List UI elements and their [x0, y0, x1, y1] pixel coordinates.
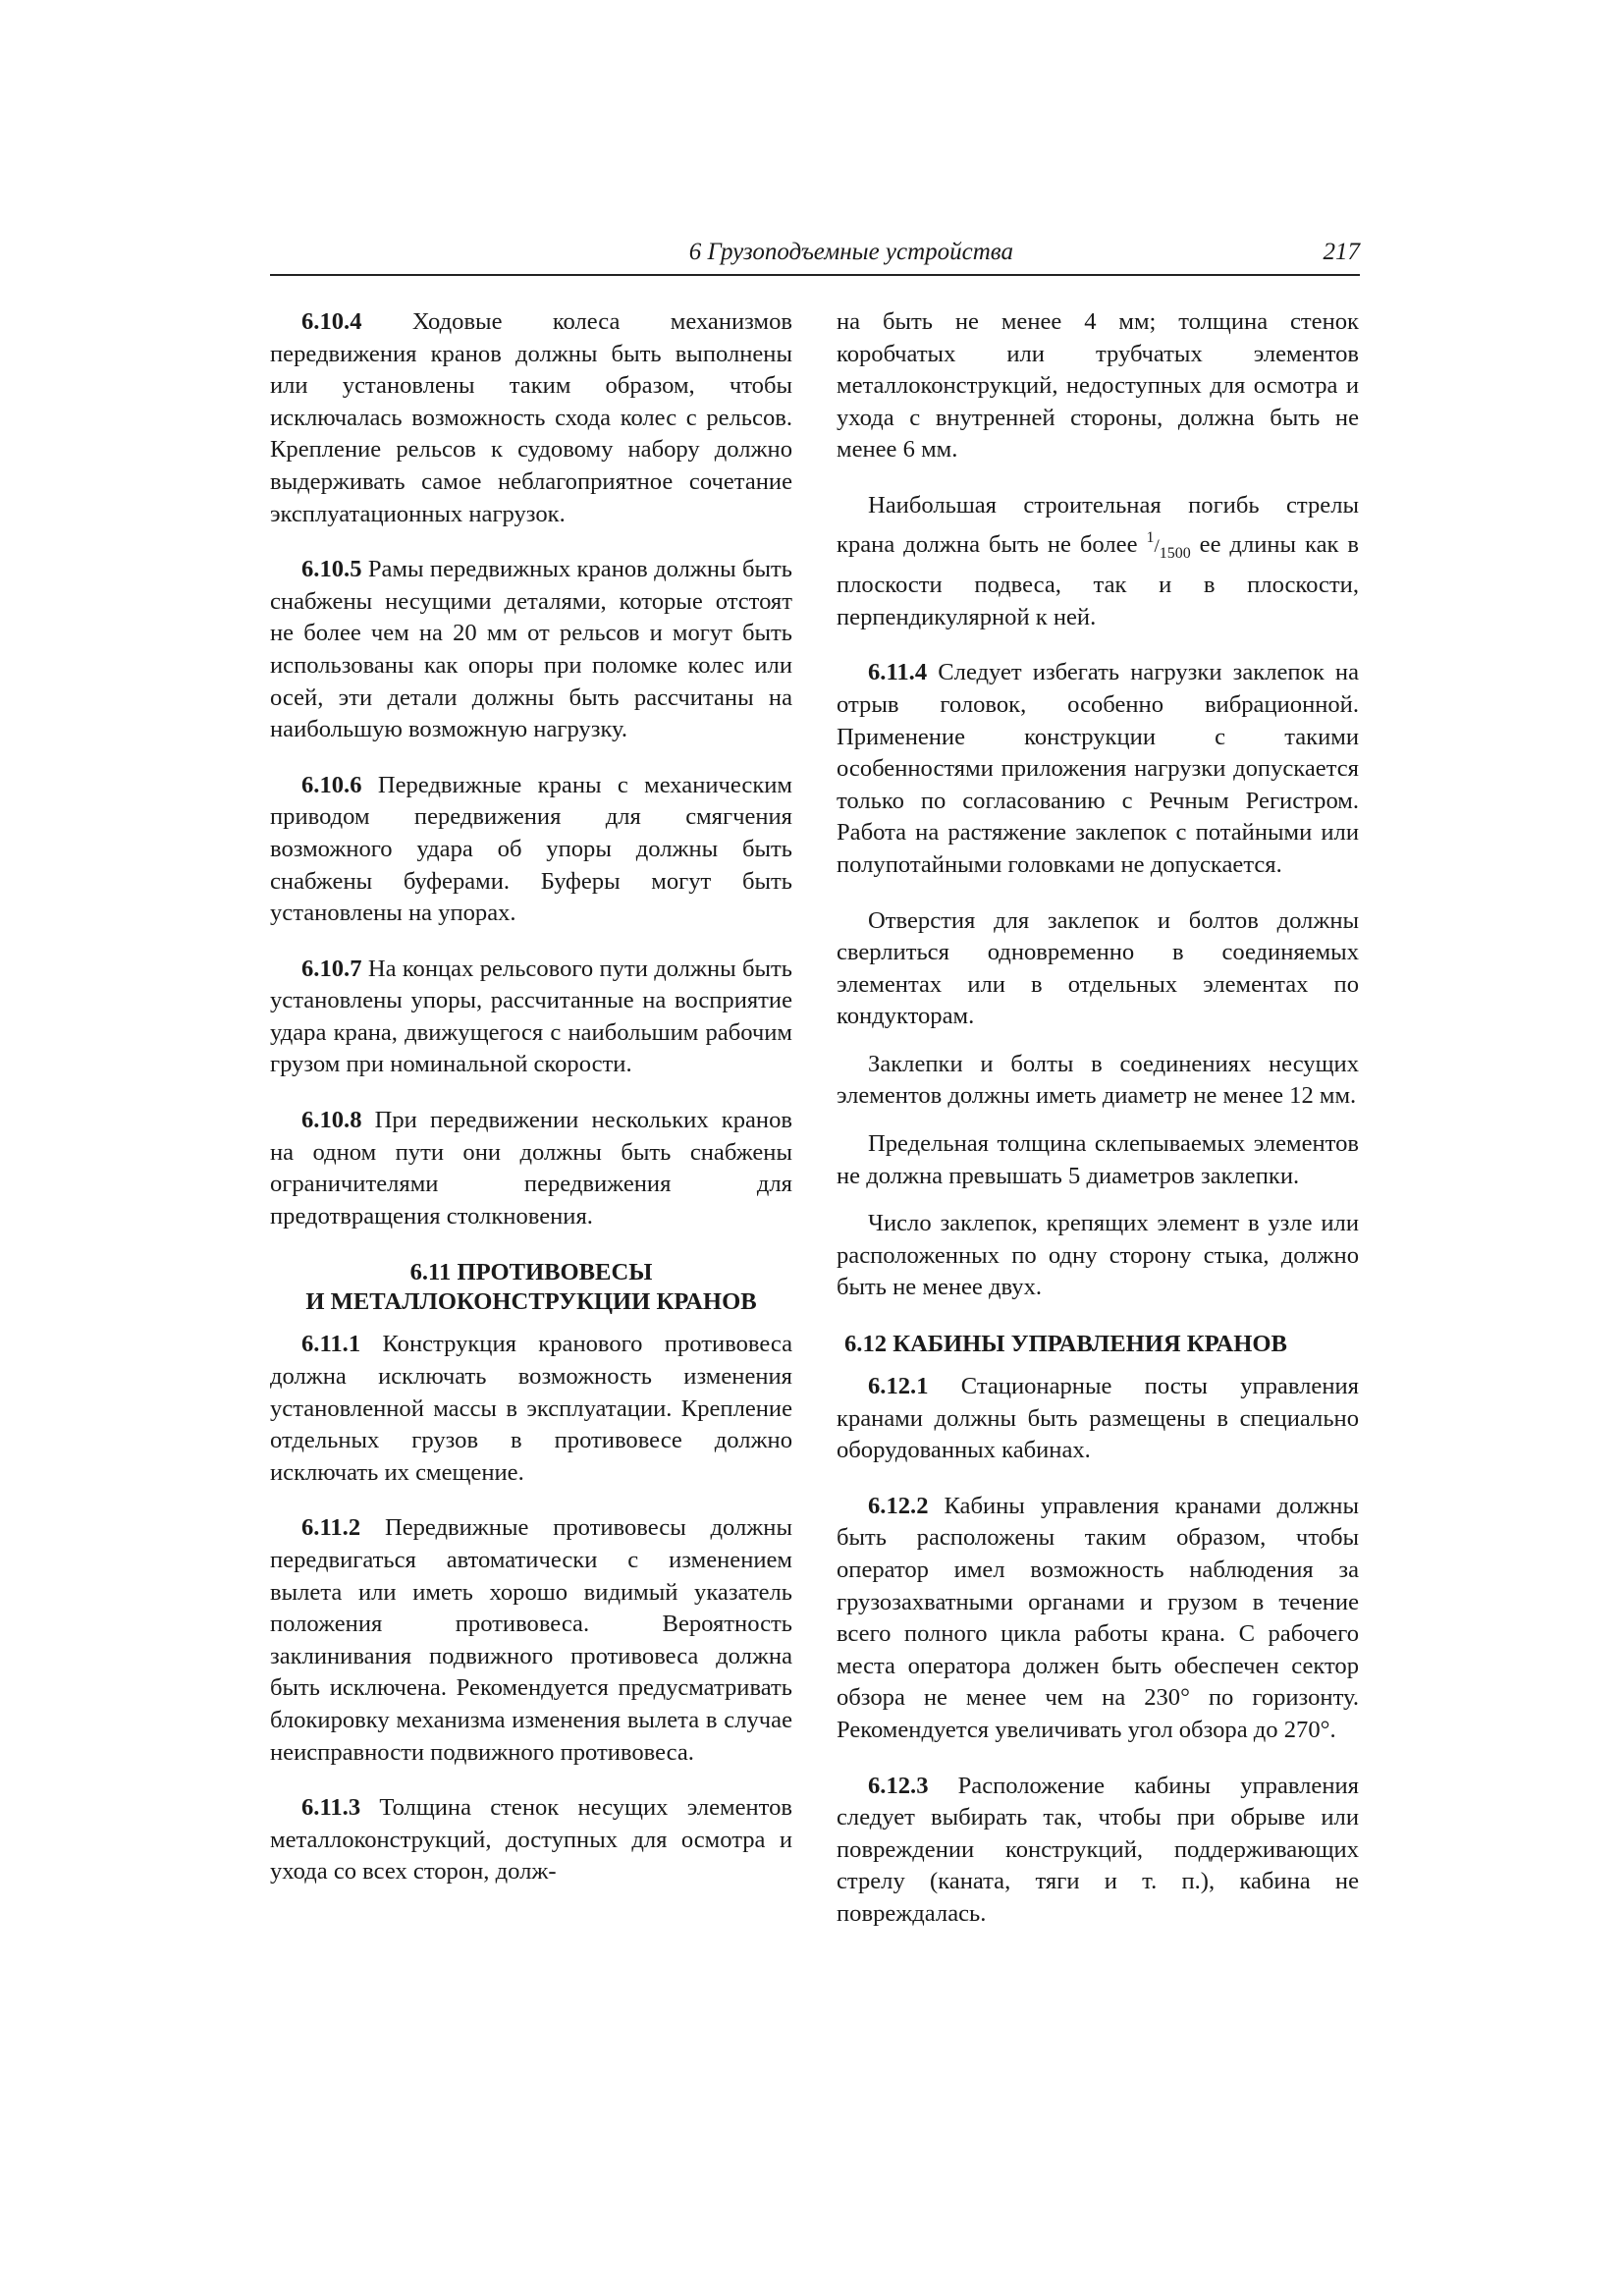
running-header	[270, 239, 1360, 276]
clause-number: 6.10.6	[301, 771, 362, 798]
clause-text: Кабины управления кранами должны быть расположены таким образом, чтобы оператор имел возможность наблюдения за грузозахватными органами и грузом в течение всего полного цикла работы крана. С рабочего места оператора должен быть обеспечен сектор обзора не менее чем на 230° по горизонту. Рекомендуется увеличивать угол обзора до 270°.	[837, 1492, 1359, 1743]
clause-number: 6.12.2	[868, 1492, 929, 1519]
left-column	[270, 306, 792, 1904]
paragraph-6-11-3	[270, 1792, 792, 1888]
clause-text: Передвижные краны с механическим приводом передвижения для смягчения возможного удара об упоры должны быть снабжены буферами. Буферы могут быть установлены на упорах.	[270, 771, 792, 927]
clause-text: Стационарные посты управления кранами должны быть размещены в специально оборудованных кабинах.	[837, 1373, 1359, 1464]
fraction-numerator: 1	[1146, 528, 1155, 546]
clause-number: 6.10.7	[301, 955, 362, 982]
clause-text: На концах рельсового пути должны быть установлены упоры, рассчитанные на восприятие удара крана, движущегося с наибольшим рабочим грузом при номинальной скорости.	[270, 955, 792, 1078]
section-heading-6-12: 6.12 КАБИНЫ УПРАВЛЕНИЯ КРАНОВ	[844, 1331, 1287, 1358]
paragraph-rivets: Заклепки и болты в соединениях несущих элементов должны иметь диаметр не менее 12 мм.	[837, 1050, 1359, 1110]
paragraph-thickness: Предельная толщина склепываемых элементов не должна превышать 5 диаметров заклепки.	[837, 1130, 1359, 1189]
paragraph-6-10-4	[270, 306, 792, 530]
paragraph-6-11-4	[837, 657, 1359, 881]
clause-text: Толщина стенок несущих элементов металлоконструкций, доступных для осмотра и ухода со всех сторон, долж-	[270, 1794, 792, 1886]
section-heading-line: И МЕТАЛЛОКОНСТРУКЦИИ КРАНОВ	[305, 1288, 757, 1316]
paragraph-continuation: на быть не менее 4 мм; толщина стенок коробчатых или трубчатых элементов металлоконструкций, недоступных для осмотра и ухода с внутренней стороны, должна быть не менее 6 мм.	[837, 308, 1359, 464]
clause-number: 6.12.3	[868, 1772, 929, 1799]
paragraph-6-10-7	[270, 954, 792, 1081]
paragraph-6-12-2	[837, 1491, 1359, 1747]
clause-number: 6.12.1	[868, 1373, 929, 1400]
clause-number: 6.11.3	[301, 1794, 361, 1822]
clause-text: Конструкция кранового противовеса должна исключать возможность изменения установленной массы в эксплуатации. Крепление отдельных грузов в противовесе должно исключать их смещение.	[270, 1331, 792, 1486]
paragraph-6-10-5	[270, 554, 792, 746]
paragraph-6-10-6	[270, 770, 792, 930]
paragraph-6-10-8	[270, 1105, 792, 1232]
section-heading-6-11	[270, 1258, 792, 1317]
paragraph-boom-bend	[837, 490, 1359, 633]
clause-number: 6.11.2	[301, 1514, 361, 1542]
fraction: $^1/_{1500}$	[1146, 528, 1191, 562]
paragraph-rivet-count: Число заклепок, крепящих элемент в узле или расположенных по одну сторону стыка, должно быть не менее двух.	[837, 1210, 1359, 1301]
paragraph-6-11-1	[270, 1329, 792, 1489]
clause-text: Передвижные противовесы должны передвигаться автоматически с изменением вылета или иметь хорошо видимый указатель положения противовеса. Вероятность заклинивания подвижного противовеса должна быть исключена. Рекомендуется предусматривать блокировку механизма изменения вылета в случае неисправности подвижного противовеса.	[270, 1514, 792, 1766]
paragraph-6-11-2	[270, 1512, 792, 1769]
right-column	[837, 306, 1359, 1946]
clause-text: Рамы передвижных кранов должны быть снабжены несущими деталями, которые отстоят не более чем на 20 мм от рельсов и могут быть использованы как опоры при поломке колес или осей, эти детали должны быть рассчитаны на наибольшую возможную нагрузку.	[270, 556, 792, 743]
clause-number: 6.10.5	[301, 556, 362, 583]
clause-text: Расположение кабины управления следует выбирать так, чтобы при обрыве или повреждении конструкций, поддерживающих стрелу (каната, тяги и т. п.), кабина не повреждалась.	[837, 1772, 1359, 1927]
clause-text: Следует избегать нагрузки заклепок на отрыв головок, особенно вибрационной. Применение конструкции с такими особенностями приложения нагрузки допускается только по согласованию с Речным Регистром. Работа на растяжение заклепок с потайными или полупотайными головками не допускается.	[837, 659, 1359, 878]
clause-number: 6.10.8	[301, 1107, 362, 1134]
clause-text: При передвижении нескольких кранов на одном пути они должны быть снабжены ограничителями передвижения для предотвращения столкновения.	[270, 1107, 792, 1230]
text-after: ее длины как в плоскости подвеса, так и в плоскости, перпендикулярной к ней.	[837, 530, 1359, 630]
page-number: 217	[1323, 239, 1360, 265]
paragraph-6-12-1	[837, 1371, 1359, 1467]
paragraph-6-12-3	[837, 1771, 1359, 1931]
clause-text: Ходовые колеса механизмов передвижения кранов должны быть выполнены или установлены таким образом, чтобы исключалась возможность схода колес с рельсов. Крепление рельсов к судовому набору должно выдерживать самое неблагоприятное сочетание эксплуатационных нагрузок.	[270, 308, 792, 527]
clause-number: 6.11.1	[301, 1331, 361, 1358]
fraction-denominator: 1500	[1159, 544, 1191, 562]
section-heading-line: 6.11 ПРОТИВОВЕСЫ	[409, 1259, 653, 1286]
chapter-title: 6 Грузоподъемные устройства	[688, 239, 1013, 265]
clause-number: 6.10.4	[301, 308, 362, 335]
clause-number: 6.11.4	[868, 659, 928, 686]
text-before: Наибольшая строительная погибь стрелы крана должна быть не более	[837, 491, 1359, 558]
paragraph-holes: Отверстия для заклепок и болтов должны сверлиться одновременно в соединяемых элементах или в отдельных элементах по кондукторам.	[837, 906, 1359, 1030]
